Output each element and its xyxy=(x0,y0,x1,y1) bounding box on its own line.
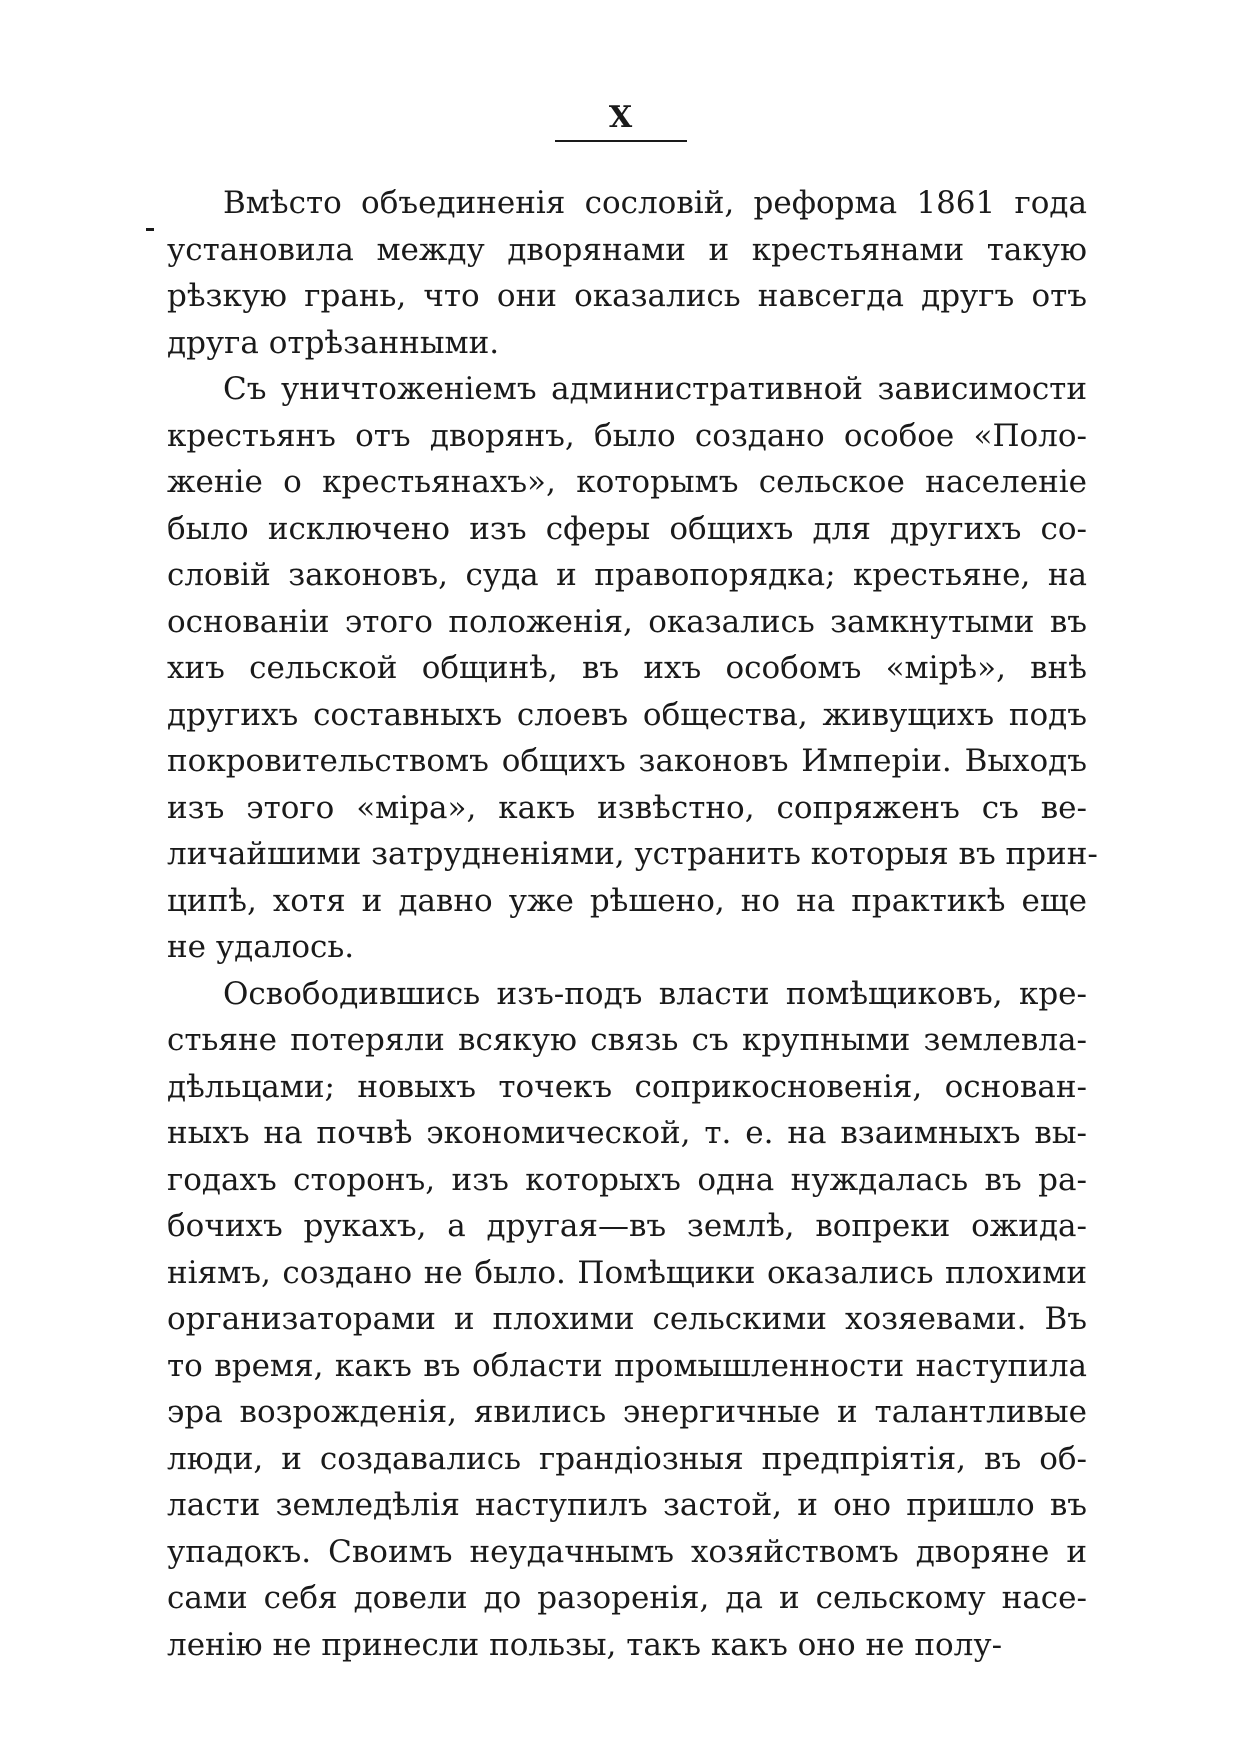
text-line: стьяне потеряли всякую связь съ крупными землевла- xyxy=(167,1022,1087,1058)
body-text xyxy=(167,180,1098,1668)
text-line: ныхъ на почвѣ экономической, т. е. на взаимныхъ вы- xyxy=(167,1115,1087,1151)
text-line: было исключено изъ сферы общихъ для другихъ со- xyxy=(167,510,1087,547)
text-line: ласти земледѣлія наступилъ застой, и оно пришло въ xyxy=(167,1487,1087,1523)
header-rule xyxy=(555,140,687,142)
text-line: упадокъ. Своимъ неудачнымъ хозяйствомъ дворяне и xyxy=(167,1533,1087,1570)
text-line: Освободившись изъ-подъ власти помѣщиковъ, кре- xyxy=(223,975,1087,1012)
text-line: словій законовъ, суда и правопорядка; крестьяне, на xyxy=(167,557,1087,593)
text-line: сами себя довели до разоренія, да и сельскому насе- xyxy=(167,1580,1087,1616)
paragraph xyxy=(167,366,1098,971)
text-line: изъ этого «міра», какъ извѣстно, сопряженъ съ ве- xyxy=(167,789,1087,826)
text-line: годахъ сторонъ, изъ которыхъ одна нуждалась въ ра- xyxy=(167,1161,1087,1198)
text-line: дѣльцами; новыхъ точекъ соприкосновенія, основан- xyxy=(167,1068,1087,1105)
page-number: X xyxy=(608,100,633,135)
text-line: женіе о крестьянахъ», которымъ сельское населеніе xyxy=(167,464,1087,500)
text-line: люди, и создавались грандіозныя предпріятія, въ об- xyxy=(167,1440,1087,1477)
page-header xyxy=(0,100,1241,142)
text-line: ленію не принесли пользы, такъ какъ оно не полу- xyxy=(167,1626,1003,1663)
paragraph xyxy=(167,180,1087,366)
text-line: хиъ сельской общинѣ, въ ихъ особомъ «мірѣ», внѣ xyxy=(167,650,1087,686)
text-line: эра возрожденія, явились энергичные и талантливые xyxy=(167,1394,1087,1430)
paragraph xyxy=(167,971,1087,1669)
margin-mark xyxy=(146,228,154,231)
text-line: рѣзкую грань, что они оказались навсегда другъ отъ xyxy=(167,278,1087,314)
text-line: ципѣ, хотя и давно уже рѣшено, но на практикѣ еще xyxy=(167,882,1087,919)
text-line: установила между дворянами и крестьянами такую xyxy=(167,231,1087,268)
text-line: бочихъ рукахъ, а другая—въ землѣ, вопреки ожида- xyxy=(167,1208,1087,1244)
text-line: друга отрѣзанными. xyxy=(167,324,500,361)
text-line: основаніи этого положенія, оказались замкнутыми въ xyxy=(167,603,1087,640)
text-line: покровительствомъ общихъ законовъ Имперіи. Выходъ xyxy=(167,743,1087,779)
text-line: Съ уничтоженіемъ административной зависимости xyxy=(223,371,1087,407)
text-line: Вмѣсто объединенія сословій, реформа 1861 года xyxy=(223,185,1087,221)
text-line: другихъ составныхъ слоевъ общества, живущихъ подъ xyxy=(167,696,1087,733)
text-line: организаторами и плохими сельскими хозяевами. Въ xyxy=(167,1301,1087,1337)
text-line: то время, какъ въ области промышленности наступила xyxy=(167,1347,1087,1384)
text-line: крестьянъ отъ дворянъ, было создано особое «Поло- xyxy=(167,417,1087,454)
text-line: личайшими затрудненіями, устранить которыя въ прин- xyxy=(167,836,1098,872)
text-line: ніямъ, создано не было. Помѣщики оказались плохими xyxy=(167,1254,1087,1291)
text-line: не удалось. xyxy=(167,929,355,965)
